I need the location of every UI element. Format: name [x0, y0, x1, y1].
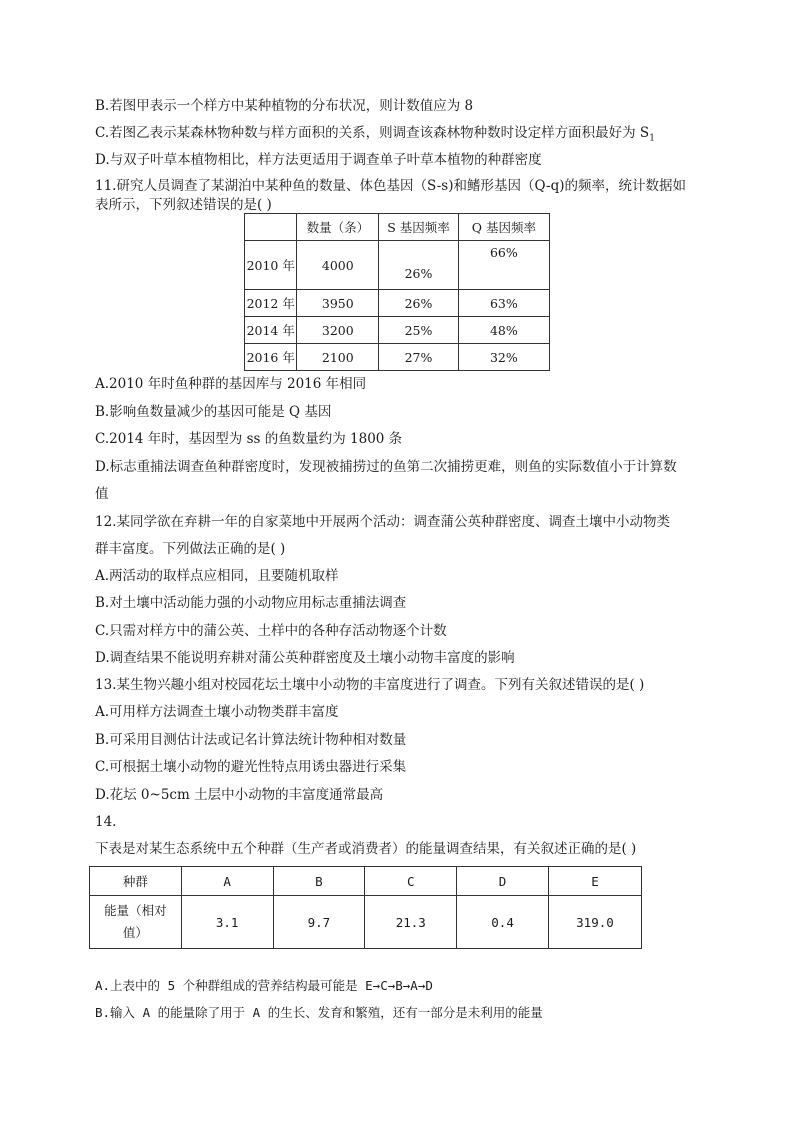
table-cell: 21.3 [365, 896, 457, 949]
question-11-option-d-line2: 值 [95, 486, 109, 502]
table-row [245, 317, 550, 344]
table-header-cell: 种群 [90, 867, 182, 896]
table-header-cell: Q 基因频率 [458, 214, 549, 241]
question-13-stem: 13.某生物兴趣小组对校园花坛土壤中小动物的丰富度进行了调查。下列有关叙述错误的是( ) [95, 677, 645, 693]
option-c-prev-text: C.若图乙表示某森林物种数与样方面积的关系，则调查该森林物种数时设定样方面积最好为 S [95, 125, 650, 141]
question-14-option-b: B.输入 A 的能量除了用于 A 的生长、发育和繁殖，还有一部分是未利用的能量 [95, 1005, 543, 1020]
table-cell: 63% [458, 290, 549, 317]
question-12-stem-line2: 群丰富度。下列做法正确的是( ) [95, 541, 286, 557]
energy-label-line1: 能量（相对 [104, 903, 167, 918]
question-11-stem-line1: 11.研究人员调查了某湖泊中某种鱼的数量、体色基因（S-s)和鳍形基因（Q-q)的频率，统计数据如 [95, 178, 686, 194]
question-13-option-b: B.可采用目测估计法或记名计算法统计物种相对数量 [95, 732, 407, 748]
energy-label-line2: 值） [122, 925, 148, 940]
option-d-prev: D.与双子叶草本植物相比，样方法更适用于调查单子叶草本植物的种群密度 [95, 152, 542, 168]
table-cell: 0.4 [457, 896, 549, 949]
table-cell-year: 2010 年 [245, 241, 297, 290]
table-cell: 48% [458, 317, 549, 344]
table-header-cell: 数量（条） [297, 214, 379, 241]
table-header-cell: E [548, 867, 641, 896]
table-header-cell: D [457, 867, 549, 896]
question-11-option-d-line1: D.标志重捕法调查鱼种群密度时，发现被捕捞过的鱼第二次捕捞更难，则鱼的实际数值小于计算数 [95, 459, 677, 475]
table-cell: 25% [379, 317, 459, 344]
question-12-stem-line1: 12.某同学欲在弃耕一年的自家菜地中开展两个活动：调查蒲公英种群密度、调查土壤中小动物类 [95, 514, 670, 530]
table-cell: 26% [379, 241, 459, 290]
option-c-prev-subscript: 1 [649, 133, 655, 144]
table-row [245, 241, 550, 290]
table-cell: 319.0 [548, 896, 641, 949]
table-header-cell: C [365, 867, 457, 896]
question-11-stem-line2: 表所示，下列叙述错误的是( ) [95, 197, 272, 213]
table-header-cell: A [181, 867, 273, 896]
table-row-label [90, 896, 182, 949]
table-cell: 3.1 [181, 896, 273, 949]
table-cell: 27% [379, 344, 459, 371]
table-cell: 4000 [297, 241, 379, 290]
question-12-option-d: D.调查结果不能说明弃耕对蒲公英种群密度及土壤小动物丰富度的影响 [95, 650, 515, 666]
table-cell: 3200 [297, 317, 379, 344]
table-cell: 26% [379, 290, 459, 317]
question-13-option-d: D.花坛 0~5cm 土层中小动物的丰富度通常最高 [95, 787, 384, 803]
question-12-option-b: B.对土壤中活动能力强的小动物应用标志重捕法调查 [95, 595, 407, 611]
question-12-option-a: A.两活动的取样点应相同，且要随机取样 [95, 568, 339, 584]
table-header-cell [245, 214, 297, 241]
table-header-row [245, 214, 550, 241]
table-cell: 3950 [297, 290, 379, 317]
table-row [245, 344, 550, 371]
table-cell: 32% [458, 344, 549, 371]
question-11-option-a: A.2010 年时鱼种群的基因库与 2016 年相同 [95, 376, 367, 392]
table-header-cell: B [273, 867, 365, 896]
table-cell-year: 2014 年 [245, 317, 297, 344]
table-header-row [90, 867, 642, 896]
table-cell: 2100 [297, 344, 379, 371]
question-14-number: 14. [95, 814, 117, 830]
question-13-option-c: C.可根据土壤小动物的避光性特点用诱虫器进行采集 [95, 759, 407, 775]
option-c-prev [95, 124, 655, 148]
table-row [90, 896, 642, 949]
table-cell-year: 2012 年 [245, 290, 297, 317]
table-cell: 9.7 [273, 896, 365, 949]
question-13-option-a: A.可用样方法调查土壤小动物类群丰富度 [95, 704, 339, 720]
table-cell-year: 2016 年 [245, 344, 297, 371]
fish-gene-table [244, 213, 550, 371]
option-b-prev: B.若图甲表示一个样方中某种植物的分布状况，则计数值应为 8 [95, 98, 474, 114]
question-14-stem: 下表是对某生态系统中五个种群（生产者或消费者）的能量调查结果，有关叙述正确的是( ) [95, 841, 637, 857]
question-11-option-b: B.影响鱼数量减少的基因可能是 Q 基因 [95, 404, 332, 420]
table-cell: 66% [458, 241, 549, 290]
table-header-cell: S 基因频率 [379, 214, 459, 241]
energy-table [89, 866, 642, 949]
table-row [245, 290, 550, 317]
question-14-option-a: A.上表中的 5 个种群组成的营养结构最可能是 E→C→B→A→D [95, 978, 433, 993]
question-11-option-c: C.2014 年时，基因型为 ss 的鱼数量约为 1800 条 [95, 431, 403, 447]
question-12-option-c: C.只需对样方中的蒲公英、土样中的各种存活动物逐个计数 [95, 623, 447, 639]
